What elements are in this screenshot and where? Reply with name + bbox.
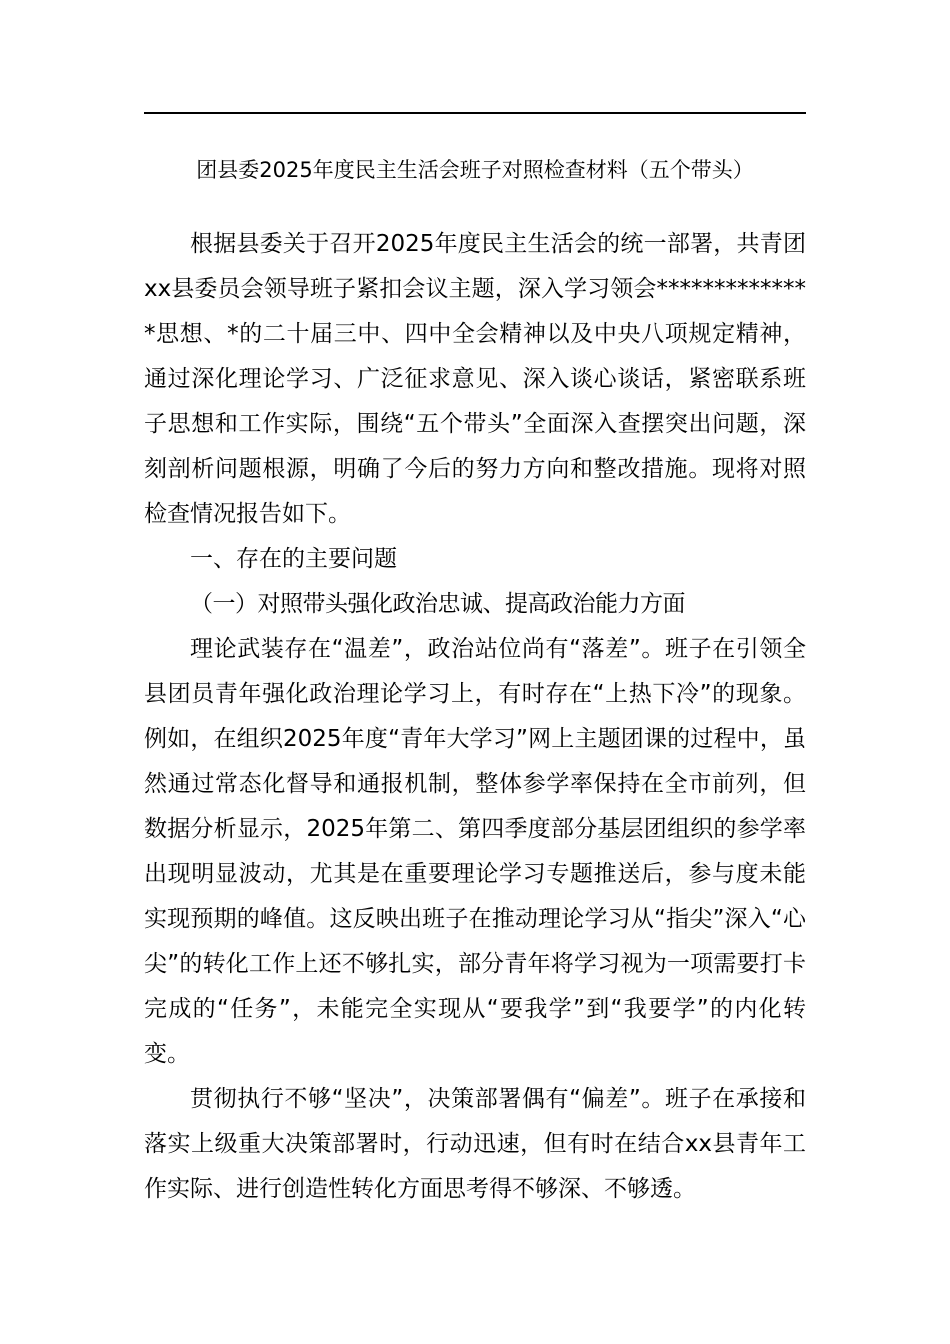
body-paragraph: 理论武装存在“温差”，政治站位尚有“落差”。班子在引领全县团员青年强化政治理论学习上，有时存在“上热下冷”的现象。例如，在组织2025年度“青年大学习”网上主题团课的过程中，虽然通过常态化督导和通报机制，整体参学率保持在全市前列，但数据分析显示，2025年第二、第四季度部分基层团组织的参学率出现明显波动，尤其是在重要理论学习专题推送后，参与度未能实现预期的峰值。这反映出班子在推动理论学习从“指尖”深入“心尖”的转化工作上还不够扎实，部分青年将学习视为一项需要打卡完成的“任务”，未能完全实现从“要我学”到“我要学”的内化转变。	[144, 636, 806, 1067]
subsection-heading: （一）对照带头强化政治忠诚、提高政治能力方面	[190, 591, 685, 617]
intro-paragraph: 根据县委关于召开2025年度民主生活会的统一部署，共青团xx县委员会领导班子紧扣会议主题，深入学习领会**************思想、*的二十届三中、四中全会精神以及中央八项规定精神，通过深化理论学习、广泛征求意见、深入谈心谈话，紧密联系班子思想和工作实际，围绕“五个带头”全面深入查摆突出问题，深刻剖析问题根源，明确了今后的努力方向和整改措施。现将对照检查情况报告如下。	[144, 231, 806, 527]
document-title: 团县委2025年度民主生活会班子对照检查材料（五个带头）	[196, 158, 754, 182]
header-rule	[144, 112, 806, 114]
document-body	[144, 222, 806, 1212]
section-heading: 一、存在的主要问题	[190, 546, 397, 572]
body-paragraph: 贯彻执行不够“坚决”，决策部署偶有“偏差”。班子在承接和落实上级重大决策部署时，行动迅速，但有时在结合xx县青年工作实际、进行创造性转化方面思考得不够深、不够透。	[144, 1086, 806, 1202]
